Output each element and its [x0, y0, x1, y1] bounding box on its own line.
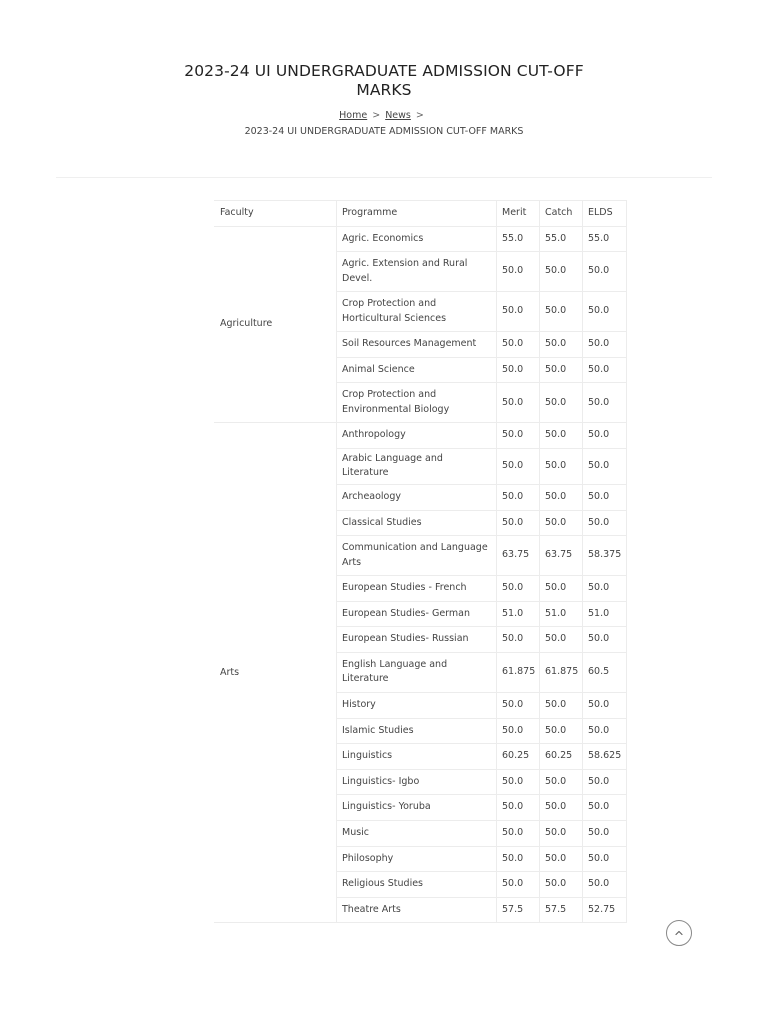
programme-cell: European Studies- Russian	[337, 627, 497, 653]
catch-cell: 50.0	[540, 872, 583, 898]
merit-cell: 50.0	[497, 484, 540, 510]
programme-cell: Islamic Studies	[337, 718, 497, 744]
divider	[56, 177, 712, 178]
catch-cell: 50.0	[540, 769, 583, 795]
catch-cell: 50.0	[540, 846, 583, 872]
elds-cell: 50.0	[583, 383, 627, 423]
merit-cell: 50.0	[497, 769, 540, 795]
catch-cell: 50.0	[540, 820, 583, 846]
breadcrumb-separator: >	[372, 110, 381, 121]
merit-cell: 50.0	[497, 627, 540, 653]
elds-cell: 50.0	[583, 795, 627, 821]
programme-cell: Anthropology	[337, 423, 497, 449]
catch-cell: 50.0	[540, 357, 583, 383]
header-elds: ELDS	[583, 201, 627, 227]
catch-cell: 50.0	[540, 448, 583, 484]
elds-cell: 50.0	[583, 769, 627, 795]
catch-cell: 50.0	[540, 692, 583, 718]
catch-cell: 50.0	[540, 423, 583, 449]
table-body	[215, 226, 627, 923]
merit-cell: 50.0	[497, 448, 540, 484]
elds-cell: 50.0	[583, 718, 627, 744]
merit-cell: 50.0	[497, 292, 540, 332]
elds-cell: 51.0	[583, 601, 627, 627]
merit-cell: 50.0	[497, 423, 540, 449]
programme-cell: European Studies- German	[337, 601, 497, 627]
programme-cell: English Language and Literature	[337, 652, 497, 692]
elds-cell: 50.0	[583, 627, 627, 653]
merit-cell: 57.5	[497, 897, 540, 923]
scroll-to-top-button[interactable]	[666, 920, 692, 946]
elds-cell: 60.5	[583, 652, 627, 692]
cutoff-table	[214, 200, 627, 923]
catch-cell: 50.0	[540, 252, 583, 292]
programme-cell: Music	[337, 820, 497, 846]
elds-cell: 50.0	[583, 692, 627, 718]
table-row	[215, 226, 627, 252]
merit-cell: 50.0	[497, 872, 540, 898]
catch-cell: 63.75	[540, 536, 583, 576]
programme-cell: Philosophy	[337, 846, 497, 872]
breadcrumb-news-link[interactable]: News	[385, 110, 411, 121]
programme-cell: European Studies - French	[337, 576, 497, 602]
programme-cell: Agric. Extension and Rural Devel.	[337, 252, 497, 292]
programme-cell: Classical Studies	[337, 510, 497, 536]
merit-cell: 50.0	[497, 357, 540, 383]
programme-cell: Communication and Language Arts	[337, 536, 497, 576]
merit-cell: 50.0	[497, 510, 540, 536]
header-catch: Catch	[540, 201, 583, 227]
catch-cell: 50.0	[540, 292, 583, 332]
elds-cell: 52.75	[583, 897, 627, 923]
elds-cell: 58.625	[583, 744, 627, 770]
merit-cell: 50.0	[497, 252, 540, 292]
programme-cell: Arabic Language and Literature	[337, 448, 497, 484]
faculty-cell: Agriculture	[215, 226, 337, 423]
breadcrumb-current: 2023-24 UI UNDERGRADUATE ADMISSION CUT-OFF MARKS	[244, 126, 524, 137]
merit-cell: 50.0	[497, 383, 540, 423]
elds-cell: 50.0	[583, 252, 627, 292]
programme-cell: Animal Science	[337, 357, 497, 383]
merit-cell: 50.0	[497, 332, 540, 358]
programme-cell: Linguistics- Igbo	[337, 769, 497, 795]
catch-cell: 50.0	[540, 484, 583, 510]
elds-cell: 50.0	[583, 357, 627, 383]
elds-cell: 50.0	[583, 292, 627, 332]
elds-cell: 50.0	[583, 332, 627, 358]
programme-cell: Religious Studies	[337, 872, 497, 898]
programme-cell: Theatre Arts	[337, 897, 497, 923]
programme-cell: Crop Protection and Environmental Biology	[337, 383, 497, 423]
elds-cell: 50.0	[583, 872, 627, 898]
merit-cell: 63.75	[497, 536, 540, 576]
catch-cell: 51.0	[540, 601, 583, 627]
programme-cell: Crop Protection and Horticultural Sciences	[337, 292, 497, 332]
catch-cell: 50.0	[540, 332, 583, 358]
catch-cell: 50.0	[540, 627, 583, 653]
breadcrumb-home-link[interactable]: Home	[339, 110, 368, 121]
catch-cell: 50.0	[540, 795, 583, 821]
merit-cell: 55.0	[497, 226, 540, 252]
merit-cell: 50.0	[497, 718, 540, 744]
breadcrumb-separator: >	[415, 110, 424, 121]
elds-cell: 58.375	[583, 536, 627, 576]
table-row	[215, 423, 627, 449]
page-title: 2023-24 UI UNDERGRADUATE ADMISSION CUT-OFF MARKS	[184, 62, 584, 99]
programme-cell: Linguistics- Yoruba	[337, 795, 497, 821]
merit-cell: 50.0	[497, 795, 540, 821]
programme-cell: Archeaology	[337, 484, 497, 510]
elds-cell: 50.0	[583, 484, 627, 510]
merit-cell: 50.0	[497, 576, 540, 602]
merit-cell: 50.0	[497, 692, 540, 718]
programme-cell: Agric. Economics	[337, 226, 497, 252]
programme-cell: Linguistics	[337, 744, 497, 770]
elds-cell: 50.0	[583, 510, 627, 536]
programme-cell: History	[337, 692, 497, 718]
header-faculty: Faculty	[215, 201, 337, 227]
merit-cell: 50.0	[497, 820, 540, 846]
chevron-up-icon	[674, 928, 684, 938]
catch-cell: 50.0	[540, 576, 583, 602]
merit-cell: 50.0	[497, 846, 540, 872]
catch-cell: 60.25	[540, 744, 583, 770]
faculty-cell: Arts	[215, 423, 337, 923]
elds-cell: 50.0	[583, 820, 627, 846]
header-programme: Programme	[337, 201, 497, 227]
table-header-row	[215, 201, 627, 227]
header-merit: Merit	[497, 201, 540, 227]
breadcrumb	[184, 108, 584, 139]
merit-cell: 61.875	[497, 652, 540, 692]
elds-cell: 50.0	[583, 448, 627, 484]
elds-cell: 50.0	[583, 846, 627, 872]
elds-cell: 50.0	[583, 576, 627, 602]
catch-cell: 61.875	[540, 652, 583, 692]
catch-cell: 55.0	[540, 226, 583, 252]
elds-cell: 55.0	[583, 226, 627, 252]
merit-cell: 51.0	[497, 601, 540, 627]
elds-cell: 50.0	[583, 423, 627, 449]
catch-cell: 50.0	[540, 718, 583, 744]
catch-cell: 50.0	[540, 510, 583, 536]
merit-cell: 60.25	[497, 744, 540, 770]
catch-cell: 50.0	[540, 383, 583, 423]
catch-cell: 57.5	[540, 897, 583, 923]
programme-cell: Soil Resources Management	[337, 332, 497, 358]
